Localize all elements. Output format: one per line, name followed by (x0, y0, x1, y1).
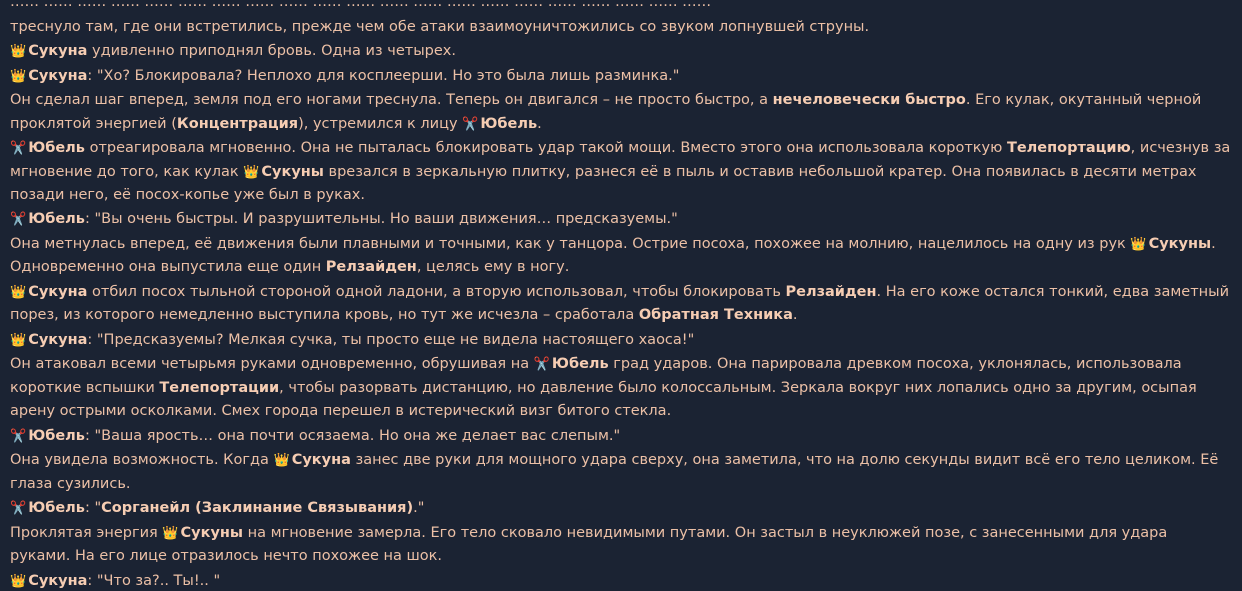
paragraph-text: Она увидела возможность. Когда (10, 452, 274, 469)
bold-text: Концентрация (176, 115, 299, 132)
crown-icon: 👑 (273, 453, 290, 469)
bold-text: Телепортацию (1006, 140, 1131, 157)
crown-icon: 👑 (162, 525, 179, 541)
bold-text: Сукуна (28, 331, 88, 348)
paragraph-text: ." (413, 500, 425, 517)
paragraph-text: . (792, 307, 798, 324)
crown-icon: 👑 (10, 44, 27, 60)
bold-text: Юбель (480, 115, 538, 132)
scissors-icon: ✂️ (10, 428, 27, 444)
paragraph-text: …… …… …… …… …… …… …… …… …… …… …… …… …… …… …… …… …… …… …… …… …… (10, 0, 712, 10)
paragraph-text: : "Вы очень быстры. И разрушительны. Но ваши движения… предсказуемы." (84, 211, 678, 228)
crown-icon: 👑 (10, 68, 27, 84)
scissors-icon: ✂️ (10, 501, 27, 517)
bold-text: Сукуны (261, 163, 324, 180)
bold-text: Юбель (28, 140, 85, 157)
paragraph-text: треснуло там, где они встретились, прежде чем обе атаки взаимоуничтожились со звуком лопнувшей струны. (10, 18, 870, 35)
paragraph-text: , целясь ему в ногу. (416, 259, 570, 276)
paragraph-text: . (537, 115, 542, 132)
scissors-icon: ✂️ (533, 357, 550, 373)
story-paragraph (10, 570, 1232, 591)
bold-text: Юбель (28, 427, 85, 444)
bold-text: Сукуна (28, 43, 88, 60)
paragraph-text: . На его коже остался тонкий, едва заметный порез, из которого немедленно выступила кровь, но тут же исчезла – сработала (10, 283, 1229, 324)
bold-text: Релзайден (325, 259, 417, 276)
story-paragraph (10, 522, 1232, 569)
paragraph-text: : "Что за?.. Ты!.. " (87, 572, 221, 589)
crown-icon: 👑 (10, 284, 27, 300)
bold-text: Телепортации (159, 379, 280, 396)
bold-text: Обратная Техника (638, 307, 793, 324)
paragraph-text: отбил посох тыльной стороной одной ладони, а вторую использовал, чтобы блокировать (87, 283, 786, 300)
crown-icon: 👑 (1130, 237, 1147, 253)
paragraph-text: : "Ваша ярость… она почти осязаема. Но она же делает вас слепым." (84, 427, 621, 444)
paragraph-text: отреагировала мгновенно. Она не пыталась блокировать удар такой мощи. Вместо этого она использовала короткую (84, 140, 1007, 157)
bold-text: Юбель (28, 500, 85, 517)
story-paragraph (10, 137, 1232, 207)
story-paragraph (10, 449, 1232, 496)
paragraph-text: град ударов. Она парировала древком посоха, уклонялась, использовала короткие вспышки (10, 356, 1182, 396)
paragraph-text: удивленно приподнял бровь. Одна из четырех. (87, 43, 456, 60)
paragraph-text: : "Предсказуемы? Мелкая сучка, ты просто еще не видела настоящего хаоса!" (87, 331, 695, 348)
story-paragraph (10, 208, 1232, 231)
crown-icon: 👑 (10, 573, 27, 589)
story-paragraph (10, 0, 1232, 14)
story-paragraph (10, 425, 1232, 448)
paragraph-text: . Его кулак, окутанный черной проклятой энергией ( (10, 92, 1202, 132)
paragraph-text: на мгновение замерла. Его тело сковало невидимыми путами. Он застыл в неуклюжей позе, с занесенными для удара руками. На его лице отразилось нечто похожее на шок. (10, 524, 1168, 564)
bold-text: нечеловечески быстро (772, 92, 966, 109)
paragraph-text: ), устремился к лицу (298, 115, 463, 132)
paragraph-text: Она метнулась вперед, её движения были плавными и точными, как у танцора. Острие посоха, похожее на молнию, нацелилось на одну из рук (10, 236, 1131, 253)
paragraph-text: Он атаковал всеми четырьмя руками одновременно, обрушивая на (10, 356, 534, 373)
story-paragraph (10, 89, 1232, 136)
scissors-icon: ✂️ (10, 141, 27, 157)
story-paragraph (10, 40, 1232, 63)
bold-text: Сукуны (180, 524, 244, 541)
bold-text: Юбель (28, 211, 85, 228)
scissors-icon: ✂️ (10, 212, 27, 228)
story-paragraph (10, 233, 1232, 280)
crown-icon: 👑 (10, 332, 27, 348)
paragraph-text: врезался в зеркальную плитку, разнеся её в пыль и оставив небольшой кратер. Она появилась в десяти метрах позади него, её посох-копье уже был в руках. (10, 163, 1197, 203)
story-paragraph (10, 16, 1232, 39)
paragraph-text: , исчезнув за мгновение до того, как кулак (10, 140, 1231, 180)
paragraph-text: : "Хо? Блокировала? Неплохо для косплеерши. Но это была лишь разминка." (87, 67, 680, 84)
paragraph-text: занес две руки для мощного удара сверху, она заметила, что на долю секунды видит всё его тело целиком. Её глаза сузились. (10, 452, 1219, 492)
bold-text: Сукуна (28, 67, 88, 84)
scissors-icon: ✂️ (462, 116, 479, 132)
message-feed (10, 0, 1232, 591)
paragraph-text: Он сделал шаг вперед, земля под его ногами треснула. Теперь он двигался – не просто быстро, а (10, 92, 773, 109)
story-paragraph (10, 281, 1232, 328)
story-paragraph (10, 329, 1232, 352)
bold-text: Сорганейл (Заклинание Связывания) (101, 500, 414, 517)
bold-text: Сукуна (28, 283, 88, 300)
paragraph-text: . Одновременно она выпустила еще один (10, 236, 1216, 276)
crown-icon: 👑 (243, 164, 260, 180)
paragraph-text: : " (84, 500, 102, 517)
bold-text: Сукуна (28, 572, 88, 589)
story-paragraph (10, 353, 1232, 423)
bold-text: Юбель (551, 356, 609, 373)
bold-text: Релзайден (785, 283, 877, 300)
story-paragraph (10, 497, 1232, 520)
paragraph-text: Проклятая энергия (10, 524, 163, 541)
bold-text: Сукуны (1148, 236, 1212, 253)
paragraph-text: , чтобы разорвать дистанцию, но давление было колоссальным. Зеркала вокруг них лопались одно за другим, осыпая арену острыми осколками. Смех города перешел в истерический визг битого стекла. (10, 379, 1197, 420)
story-paragraph (10, 65, 1232, 88)
bold-text: Сукуна (291, 452, 351, 469)
